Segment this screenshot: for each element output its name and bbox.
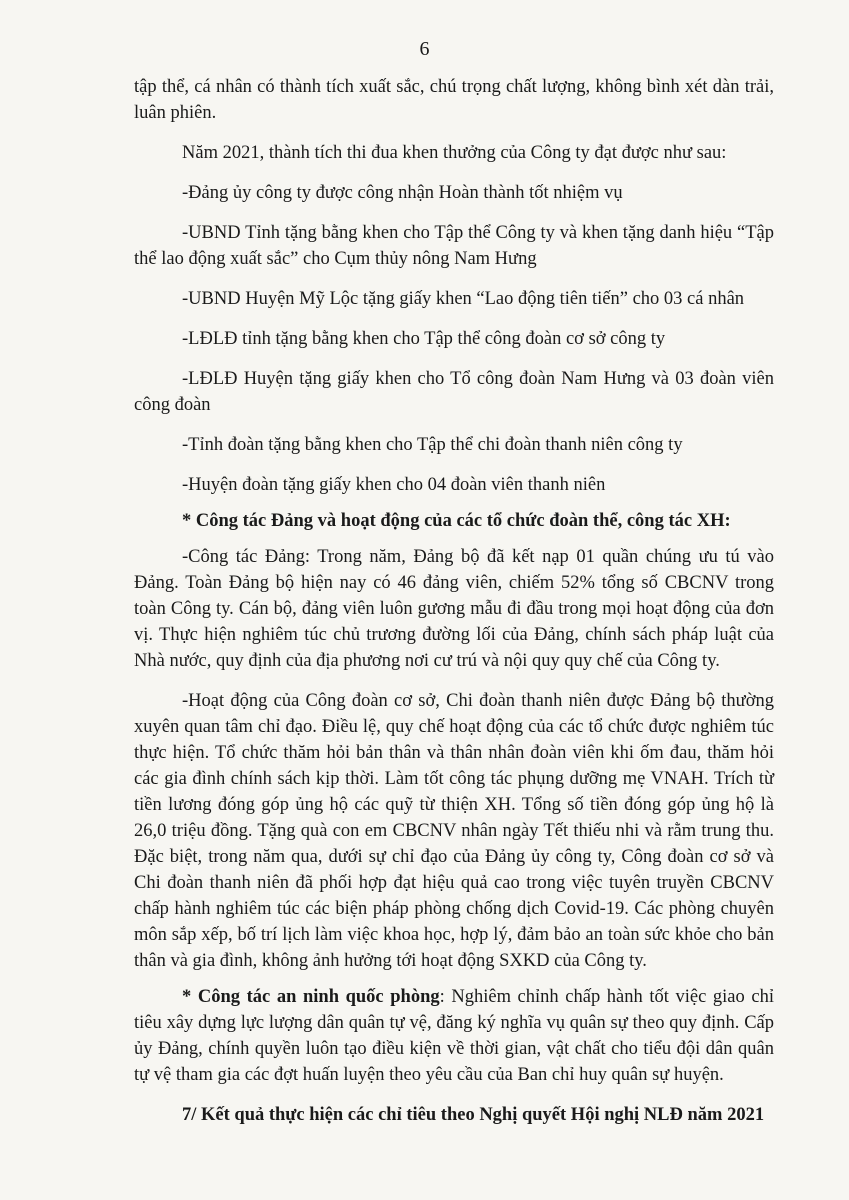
union-activity-paragraph: -Hoạt động của Công đoàn cơ sở, Chi đoàn thanh niên được Đảng bộ thường xuyên quan tâm chỉ đạo. Điều lệ, quy chế hoạt động của các tổ chức được nghiêm túc thực hiện. Tổ chức thăm hỏi bản thân và thân nhân đoàn viên khi ốm đau, thăm hỏi các gia đình chính sách kịp thời. Làm tốt công tác phụng dưỡng mẹ VNAH. Trích từ tiền lương đóng góp ủng hộ các quỹ từ thiện XH. Tổng số tiền đóng góp ủng hộ là 26,0 triệu đồng. Tặng quà con em CBCNV nhân ngày Tết thiếu nhi và rằm trung thu. Đặc biệt, trong năm qua, dưới sự chỉ đạo của Đảng ủy công ty, Công đoàn cơ sở và Chi đoàn thanh niên đã phối hợp đạt hiệu quả cao trong việc tuyên truyền CBCNV chấp hành nghiêm túc các biện pháp phòng chống dịch Covid-19. Các phòng chuyên môn sắp xếp, bố trí lịch làm việc khoa học, hợp lý, đảm bảo an toàn sức khỏe cho bản thân và gia đình, không ảnh hưởng tới hoạt động SXKD của Công ty. bbox=[134, 691, 774, 971]
achievement-item: -LĐLĐ tỉnh tặng bằng khen cho Tập thể công đoàn cơ sở công ty bbox=[182, 329, 666, 349]
section-heading-results-text: 7/ Kết quả thực hiện các chỉ tiêu theo Nghị quyết Hội nghị NLĐ năm 2021 bbox=[182, 1105, 765, 1125]
party-work-paragraph: -Công tác Đảng: Trong năm, Đảng bộ đã kết nạp 01 quần chúng ưu tú vào Đảng. Toàn Đảng bộ hiện nay có 46 đảng viên, chiếm 52% tổng số CBCNV trong toàn Công ty. Cán bộ, đảng viên luôn gương mẫu đi đầu trong mọi hoạt động của đơn vị. Thực hiện nghiêm túc chủ trương đường lối của Đảng, chính sách pháp luật của Nhà nước, quy định của địa phương nơi cư trú và nội quy quy chế của Công ty. bbox=[134, 547, 774, 671]
achievement-item: -Tỉnh đoàn tặng bằng khen cho Tập thể chi đoàn thanh niên công ty bbox=[182, 435, 683, 455]
achievement-item: -Đảng ủy công ty được công nhận Hoàn thành tốt nhiệm vụ bbox=[182, 183, 623, 203]
achievements-intro: Năm 2021, thành tích thi đua khen thưởng của Công ty đạt được như sau: bbox=[182, 143, 727, 163]
defense-text: : Nghiêm chỉnh chấp hành tốt việc giao chỉ tiêu xây dựng lực lượng dân quân tự vệ, đăng ký nghĩa vụ quân sự theo quy định. Cấp ủy Đảng, chính quyền luôn tạo điều kiện về thời gian, vật chất cho tiểu đội dân quân tự vệ tham gia các đợt huấn luyện theo yêu cầu của Ban chỉ huy quân sự huyện. bbox=[134, 987, 774, 1085]
paragraph-continuation: tập thể, cá nhân có thành tích xuất sắc, chú trọng chất lượng, không bình xét dàn trải, luân phiên. bbox=[134, 77, 774, 123]
achievement-item: -UBND Tỉnh tặng bằng khen cho Tập thể Công ty và khen tặng danh hiệu “Tập thể lao động xuất sắc” cho Cụm thủy nông Nam Hưng bbox=[134, 223, 774, 269]
defense-heading: * Công tác an ninh quốc phòng bbox=[182, 987, 440, 1007]
section-heading-results bbox=[134, 1102, 774, 1128]
achievement-item: -UBND Huyện Mỹ Lộc tặng giấy khen “Lao động tiên tiến” cho 03 cá nhân bbox=[182, 289, 745, 309]
document-body bbox=[134, 74, 774, 1128]
achievement-item: -Huyện đoàn tặng giấy khen cho 04 đoàn viên thanh niên bbox=[182, 475, 606, 495]
page-number: 6 bbox=[419, 38, 430, 60]
defense-paragraph bbox=[134, 984, 774, 1088]
section-heading-party-text: * Công tác Đảng và hoạt động của các tổ chức đoàn thể, công tác XH: bbox=[182, 511, 731, 531]
section-heading-party bbox=[134, 508, 774, 534]
achievement-item: -LĐLĐ Huyện tặng giấy khen cho Tổ công đoàn Nam Hưng và 03 đoàn viên công đoàn bbox=[134, 369, 774, 415]
